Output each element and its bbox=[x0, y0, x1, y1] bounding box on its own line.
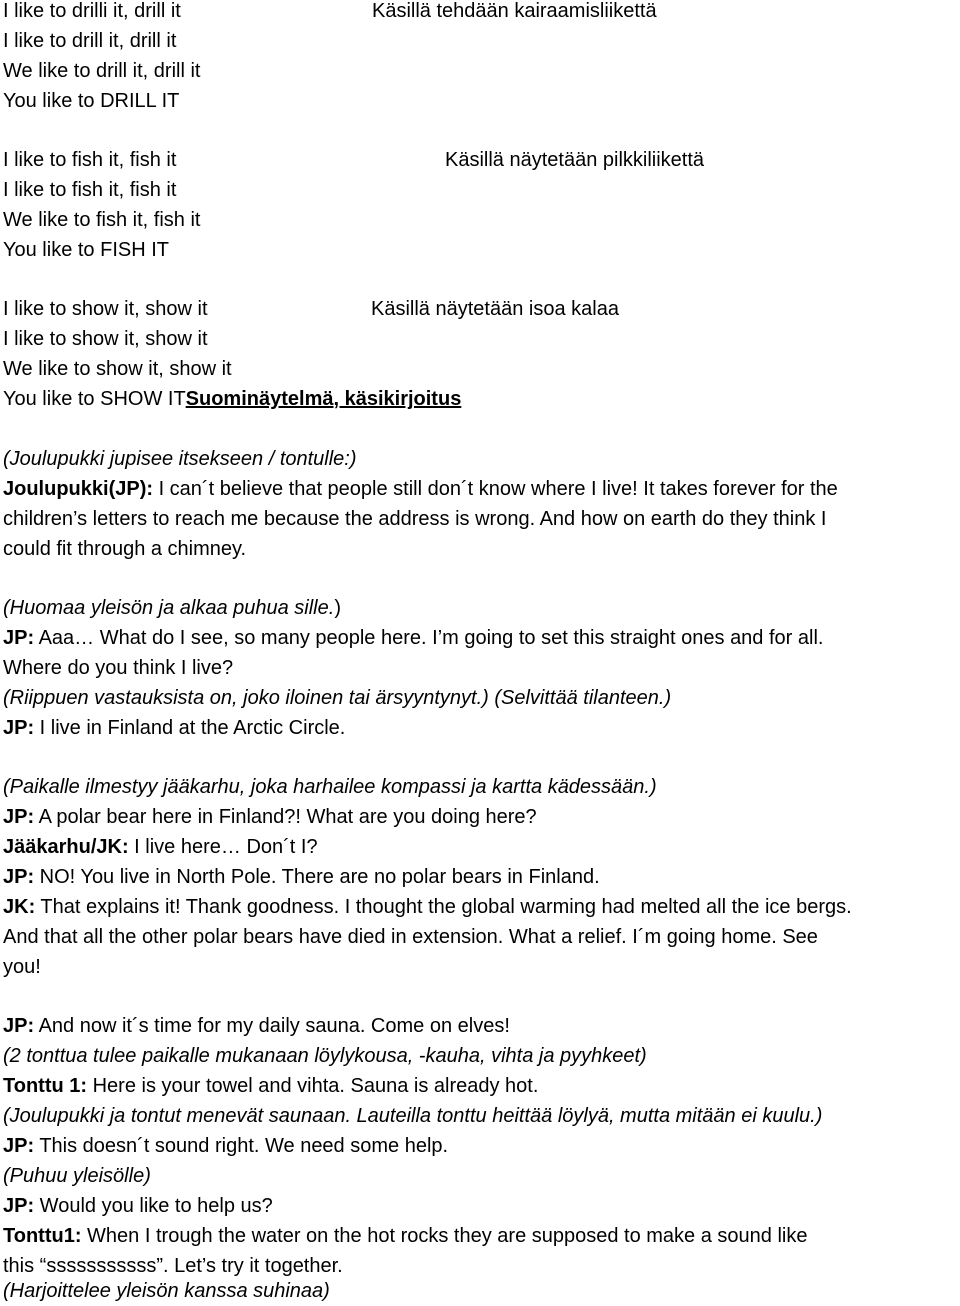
dialogue-line bbox=[3, 1191, 273, 1221]
dialogue-text: NO! You live in North Pole. There are no polar bears in Finland. bbox=[34, 866, 600, 888]
dialogue-text: I live here… Don´t I? bbox=[128, 836, 318, 858]
dialogue-text: Here is your towel and vihta. Sauna is already hot. bbox=[87, 1075, 539, 1097]
verse-line: You like to DRILL IT bbox=[3, 90, 180, 112]
verse-line: I like to drill it, drill it bbox=[3, 30, 177, 52]
verse-note: Käsillä näytetään isoa kalaa bbox=[371, 298, 619, 320]
dialogue-text: That explains it! Thank goodness. I thought the global warming had melted all the ice bergs. bbox=[35, 896, 852, 918]
verse-line: I like to show it, show it bbox=[3, 298, 208, 320]
stage-direction: (Joulupukki ja tontut menevät saunaan. Lauteilla tonttu heittää löylyä, mutta mitään ei kuulu.) bbox=[3, 1105, 823, 1127]
document-title: Suominäytelmä, käsikirjoitus bbox=[185, 388, 462, 410]
speaker: JK: bbox=[3, 896, 36, 918]
dialogue-line bbox=[3, 623, 823, 653]
speaker: JP: bbox=[3, 806, 35, 828]
dialogue-text: Aaa… What do I see, so many people here. I’m going to set this straight ones and for all. bbox=[34, 627, 824, 649]
verse-line: I like to show it, show it bbox=[3, 328, 208, 350]
stage-direction: (Harjoittelee yleisön kanssa suhinaa) bbox=[3, 1280, 330, 1302]
verse-line-text: You like to SHOW IT bbox=[3, 388, 186, 410]
speaker: JP: bbox=[3, 1135, 35, 1157]
verse-line: I like to fish it, fish it bbox=[3, 179, 177, 201]
verse-line: We like to fish it, fish it bbox=[3, 209, 201, 231]
dialogue-line bbox=[3, 832, 318, 862]
dialogue-text: I live in Finland at the Arctic Circle. bbox=[34, 717, 346, 739]
verse-line: You like to FISH IT bbox=[3, 239, 169, 261]
dialogue-line bbox=[3, 1011, 510, 1041]
dialogue-line: you! bbox=[3, 956, 41, 978]
stage-direction-tail: ) bbox=[334, 597, 341, 619]
verse-note: Käsillä näytetään pilkkiliikettä bbox=[445, 149, 705, 171]
speaker: JP: bbox=[3, 1015, 35, 1037]
dialogue-line bbox=[3, 862, 600, 892]
dialogue-text: When I trough the water on the hot rocks they are supposed to make a sound like bbox=[81, 1225, 808, 1247]
dialogue-line bbox=[3, 1221, 807, 1251]
dialogue-line: children’s letters to reach me because the address is wrong. And how on earth do they think I bbox=[3, 508, 827, 530]
speaker: Joulupukki(JP): bbox=[3, 478, 154, 500]
speaker: JP: bbox=[3, 717, 35, 739]
dialogue-line bbox=[3, 713, 345, 743]
speaker: Jääkarhu/JK: bbox=[3, 836, 129, 858]
stage-direction-text: (Huomaa yleisön ja alkaa puhua sille. bbox=[3, 597, 335, 619]
stage-direction bbox=[3, 593, 341, 623]
dialogue-text: I can´t believe that people still don´t know where I live! It takes forever for the bbox=[153, 478, 838, 500]
dialogue-line bbox=[3, 802, 537, 832]
stage-direction: (2 tonttua tulee paikalle mukanaan löylykousa, -kauha, vihta ja pyyhkeet) bbox=[3, 1045, 647, 1067]
verse-note: Käsillä tehdään kairaamisliikettä bbox=[372, 0, 657, 22]
stage-direction: (Puhuu yleisölle) bbox=[3, 1165, 151, 1187]
dialogue-line bbox=[3, 892, 852, 922]
dialogue-text: And now it´s time for my daily sauna. Come on elves! bbox=[34, 1015, 510, 1037]
dialogue-text: This doesn´t sound right. We need some help. bbox=[34, 1135, 449, 1157]
dialogue-line: could fit through a chimney. bbox=[3, 538, 247, 560]
stage-direction: (Joulupukki jupisee itsekseen / tontulle:) bbox=[3, 448, 357, 470]
speaker: JP: bbox=[3, 627, 35, 649]
verse-line: I like to drilli it, drill it bbox=[3, 0, 181, 22]
dialogue-text: A polar bear here in Finland?! What are you doing here? bbox=[34, 806, 537, 828]
speaker: JP: bbox=[3, 1195, 35, 1217]
dialogue-line bbox=[3, 1131, 448, 1161]
dialogue-line: And that all the other polar bears have died in extension. What a relief. I´m going home. See bbox=[3, 926, 818, 948]
verse-line bbox=[3, 384, 461, 414]
verse-line: We like to drill it, drill it bbox=[3, 60, 201, 82]
dialogue-line: this “sssssssssss”. Let’s try it together. bbox=[3, 1255, 343, 1277]
stage-direction: (Riippuen vastauksista on, joko iloinen tai ärsyyntynyt.) (Selvittää tilanteen.) bbox=[3, 687, 672, 709]
speaker: Tonttu 1: bbox=[3, 1075, 88, 1097]
stage-direction: (Paikalle ilmestyy jääkarhu, joka harhailee kompassi ja kartta kädessään.) bbox=[3, 776, 657, 798]
dialogue-line bbox=[3, 474, 838, 504]
verse-line: I like to fish it, fish it bbox=[3, 149, 177, 171]
dialogue-text: Would you like to help us? bbox=[34, 1195, 273, 1217]
dialogue-line: Where do you think I live? bbox=[3, 657, 234, 679]
speaker: Tonttu1: bbox=[3, 1225, 82, 1247]
dialogue-line bbox=[3, 1071, 538, 1101]
speaker: JP: bbox=[3, 866, 35, 888]
verse-line: We like to show it, show it bbox=[3, 358, 232, 380]
